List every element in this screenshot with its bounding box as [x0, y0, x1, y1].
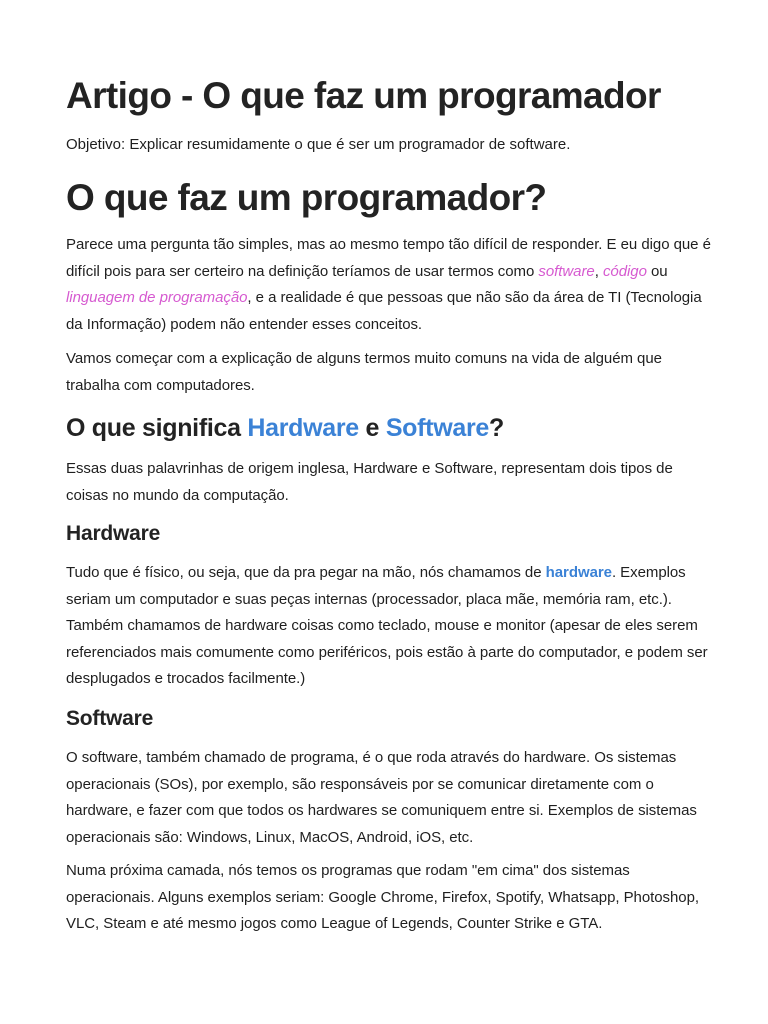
meaning-paragraph: Essas duas palavrinhas de origem inglesa, Hardware e Software, representam dois tipos de coisas no mundo da computação.: [66, 460, 673, 504]
hardware-link[interactable]: hardware: [545, 564, 612, 581]
terms-paragraph: Vamos começar com a explicação de alguns termos muito comuns na vida de alguém que trabalha com computadores.: [66, 350, 662, 394]
software-paragraph-1: O software, também chamado de programa, é o que roda através do hardware. Os sistemas operacionais (SOs), por exemplo, são responsáveis por se comunicar diretamente com o hardware, e fazer com que todos os hardwares se comuniquem entre si. Exemplos de sistemas operacionais são: Windows, Linux, MacOS, Android, iOS, etc.: [66, 749, 697, 846]
meaning-heading-suffix: ?: [489, 414, 504, 442]
software-paragraph-2: Numa próxima camada, nós temos os programas que rodam "em cima" dos sistemas operacionais. Alguns exemplos seriam: Google Chrome, Firefox, Spotify, Whatsapp, Photoshop, VLC, Steam e até mesmo jogos como League of Legends, Counter Strike e GTA.: [66, 862, 699, 932]
article-title: Artigo - O que faz um programador: [66, 75, 661, 116]
meaning-heading-prefix: O que significa: [66, 414, 248, 442]
hardware-heading: Hardware: [66, 522, 161, 545]
intro-paragraph: [66, 232, 714, 338]
intro-text-1: Parece uma pergunta tão simples, mas ao mesmo tempo tão difícil de responder. E eu digo que é difícil pois para ser certeiro na definição teríamos de usar termos como: [66, 236, 711, 280]
hardware-heading-link[interactable]: Hardware: [247, 414, 359, 442]
linguagem-link[interactable]: linguagem de programação: [66, 289, 248, 306]
software-link[interactable]: software: [538, 262, 595, 280]
intro-text-2: ,: [594, 262, 603, 280]
codigo-link[interactable]: código: [602, 262, 647, 280]
hardware-paragraph: [66, 560, 714, 693]
meaning-heading: [66, 410, 504, 446]
software-heading-link[interactable]: Software: [385, 414, 489, 442]
objective-text: Objetivo: Explicar resumidamente o que é ser um programador de software.: [66, 136, 571, 153]
main-heading: O que faz um programador?: [66, 177, 547, 218]
software-heading: Software: [66, 707, 154, 730]
intro-text-4: , e a realidade é que pessoas que não são da área de TI (Tecnologia da Informação) podem não entender esses conceitos.: [66, 289, 702, 333]
hardware-text-1: Tudo que é físico, ou seja, que da pra pegar na mão, nós chamamos de: [66, 564, 546, 581]
intro-text-3: ou: [646, 262, 668, 280]
meaning-heading-mid: e: [358, 414, 386, 442]
hardware-text-2: . Exemplos seriam um computador e suas peças internas (processador, placa mãe, memória ram, etc.). Também chamamos de hardware coisas como teclado, mouse e monitor (apesar de eles serem referenciados mais comumente como periféricos, pois estão à parte do computador, e podem ser desplugados e trocados facilmente.): [66, 564, 708, 687]
